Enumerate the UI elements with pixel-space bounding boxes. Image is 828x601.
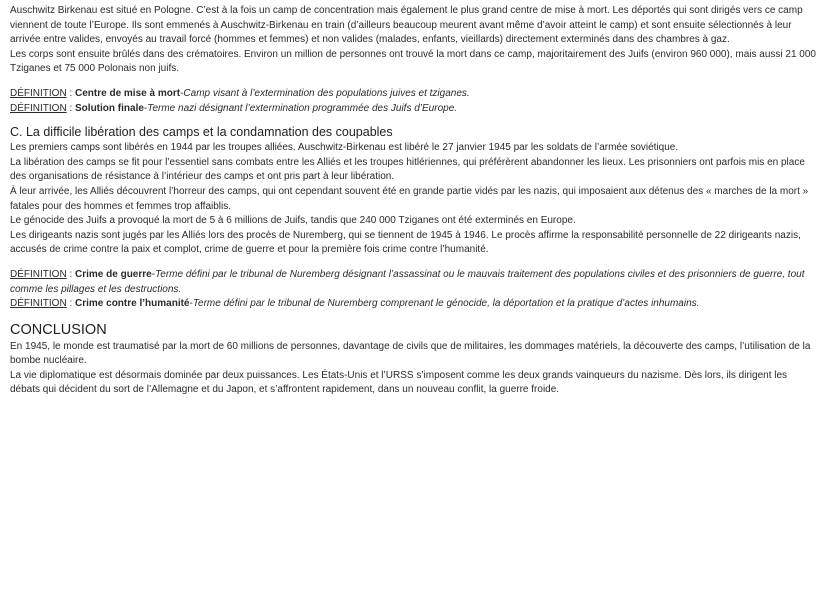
spacer [10,77,818,87]
definition-dash: - [151,268,156,280]
definition-label: DÉFINITION [10,102,67,114]
definition-term: Crime contre l’humanité [75,298,190,310]
section-c-paragraph: Les dirigeants nazis sont jugés par les Alliés lors des procès de Nuremberg, qui se tiennent de 1945 à 1946. Le procès affirme la responsabilité personnelle de 22 dirigeants nazis, accusés de crime contre la paix et complot, crime de guerre et pour la première fois crime contre l’humanité. [10,229,801,256]
definition-text: Terme défini par le tribunal de Nuremberg comprenant le génocide, la déportation et la pratique d’actes inhumains. [192,298,700,310]
definition-centre-mise-a-mort [10,87,818,102]
conclusion-heading: CONCLUSION [10,321,107,338]
definition-label: DÉFINITION [10,268,67,280]
definition-separator: : [66,298,76,310]
section-c-paragraph: Les premiers camps sont libérés en 1944 par les troupes alliées. Auschwitz-Birkenau est libéré le 27 janvier 1945 par les soldats de l’armée soviétique. [10,142,679,154]
spacer [10,258,818,268]
section-c-heading: C. La difficile libération des camps et la condamnation des coupables [10,125,393,140]
definition-label: DÉFINITION [10,87,67,99]
section-c-paragraph: Le génocide des Juifs a provoqué la mort de 5 à 6 millions de Juifs, tandis que 240 000 Tziganes ont été exterminés en Europe. [10,215,576,227]
section-c-paragraph: La libération des camps se fit pour l’essentiel sans combats entre les Alliés et les troupes hitlériennes, qui préférèrent abandonner les lieux. Les prisonniers ont parfois mis en place des organisations de résistance à l’intérieur des camps et ont pris part à leur libération. [10,156,805,183]
definition-term: Solution finale [75,102,144,114]
definition-dash: - [189,298,193,310]
definition-solution-finale [10,102,818,117]
definition-text: Terme défini par le tribunal de Nuremberg désignant l’assassinat ou le mauvais traitement des populations civiles et des prisonniers de guerre, tout comme les pillages et les destructions. [10,268,805,295]
definition-dash: - [180,87,184,99]
definition-term: Crime de guerre [75,268,152,280]
definition-dash: - [143,102,148,114]
definition-crime-contre-humanite [10,297,818,312]
definition-label: DÉFINITION [10,298,67,310]
definition-text: Terme nazi désignant l’extermination programmée des Juifs d’Europe. [147,102,458,114]
definition-term: Centre de mise à mort [75,87,181,99]
section-c-paragraph: À leur arrivée, les Alliés découvrent l’horreur des camps, qui ont cependant souvent été en grande partie vidés par les nazis, qui imposaient aux détenus des « marches de la mort » fatales pour des hommes et femmes trop affaiblis. [10,185,809,212]
definition-text: Camp visant à l’extermination des populations juives et tziganes. [183,87,470,99]
intro-paragraph: Auschwitz Birkenau est situé en Pologne. C’est à la fois un camp de concentration mais également le plus grand centre de mise à mort. Les déportés qui sont dirigés vers ce camp viennent de toute l’Europe. Ils sont emmenés à Auschwitz-Birkenau en train (d’ailleurs beaucoup meurent avant même d’avoir atteint le camp) et sont ensuite sélectionnés à leur arrivée entre valides, envoyés au travail forcé (hommes et femmes) et non valides (malades, enfants, vieillards) directement exterminés dans des chambres à gaz. [10,5,803,46]
intro-paragraph: Les corps sont ensuite brûlés dans des crématoires. Environ un million de personnes ont trouvé la mort dans ce camp, majoritairement des Juifs (environ 960 000), mais aussi 21 000 Tziganes et 75 000 Polonais non juifs. [10,48,816,75]
definition-crime-de-guerre [10,268,818,297]
conclusion-paragraph: La vie diplomatique est désormais dominée par deux puissances. Les États-Unis et l’URSS s’imposent comme les deux grands vainqueurs du nazisme. Dès lors, ils dirigent les débats qui décident du sort de l’Allemagne et du Japon, et s’affrontent rapidement, dans un nouveau conflit, la guerre froide. [10,369,788,396]
definition-separator: : [66,268,76,280]
definition-separator: : [66,102,76,114]
definition-separator: : [66,87,76,99]
conclusion-paragraph: En 1945, le monde est traumatisé par la mort de 60 millions de personnes, davantage de civils que de militaires, les dommages matériels, la découverte des camps, l’utilisation de la bombe nucléaire. [10,340,811,367]
